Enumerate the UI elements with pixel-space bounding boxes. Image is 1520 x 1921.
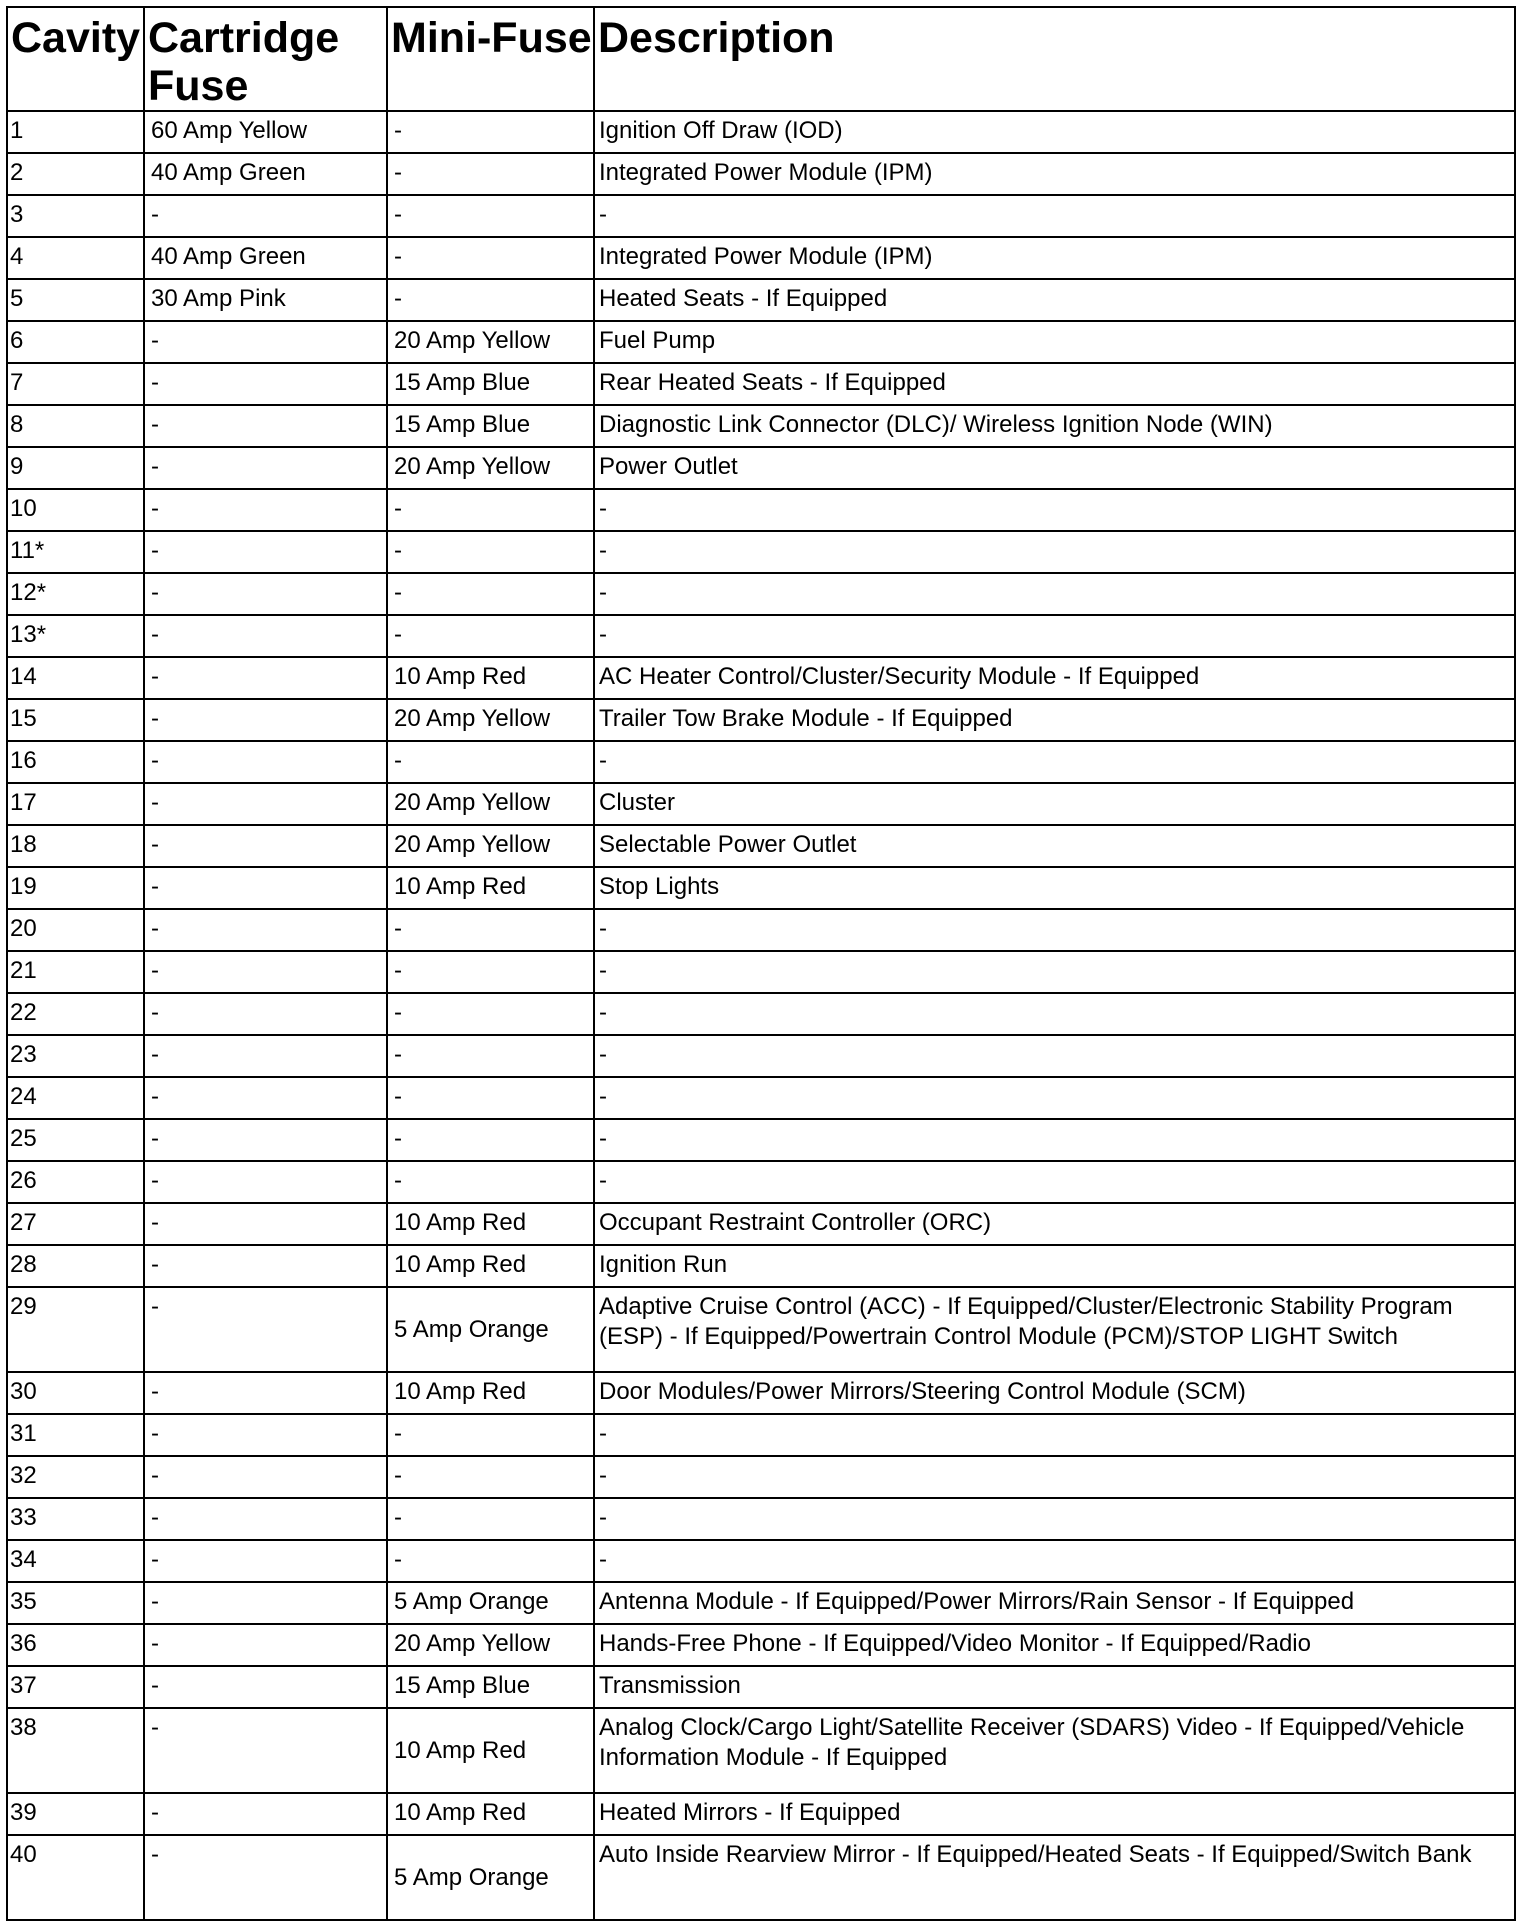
mini-fuse-cell: - bbox=[387, 1498, 594, 1540]
table-row bbox=[7, 1372, 1515, 1414]
header-mini-fuse: Mini-Fuse bbox=[387, 7, 594, 111]
description-cell: Integrated Power Module (IPM) bbox=[594, 237, 1515, 279]
cavity-cell: 22 bbox=[7, 993, 144, 1035]
table-row bbox=[7, 1035, 1515, 1077]
table-row bbox=[7, 111, 1515, 153]
mini-fuse-cell: - bbox=[387, 993, 594, 1035]
table-row bbox=[7, 195, 1515, 237]
cavity-cell: 19 bbox=[7, 867, 144, 909]
description-cell: - bbox=[594, 993, 1515, 1035]
cartridge-fuse-cell: - bbox=[144, 1793, 387, 1835]
table-row bbox=[7, 1245, 1515, 1287]
description-cell: Transmission bbox=[594, 1666, 1515, 1708]
mini-fuse-cell: 20 Amp Yellow bbox=[387, 699, 594, 741]
cartridge-fuse-cell: - bbox=[144, 1624, 387, 1666]
cavity-cell: 17 bbox=[7, 783, 144, 825]
cavity-cell: 24 bbox=[7, 1077, 144, 1119]
mini-fuse-cell: 10 Amp Red bbox=[387, 657, 594, 699]
cartridge-fuse-cell: - bbox=[144, 825, 387, 867]
cavity-cell: 18 bbox=[7, 825, 144, 867]
table-row bbox=[7, 615, 1515, 657]
cartridge-fuse-cell: 30 Amp Pink bbox=[144, 279, 387, 321]
table-row bbox=[7, 825, 1515, 867]
mini-fuse-cell: - bbox=[387, 1161, 594, 1203]
mini-fuse-cell: 15 Amp Blue bbox=[387, 1666, 594, 1708]
cavity-cell: 16 bbox=[7, 741, 144, 783]
table-row bbox=[7, 1414, 1515, 1456]
cartridge-fuse-cell: - bbox=[144, 1540, 387, 1582]
cavity-cell: 8 bbox=[7, 405, 144, 447]
header-description: Description bbox=[594, 7, 1515, 111]
cartridge-fuse-cell: - bbox=[144, 447, 387, 489]
header-cartridge-fuse: Cartridge Fuse bbox=[144, 7, 387, 111]
description-cell: AC Heater Control/Cluster/Security Module - If Equipped bbox=[594, 657, 1515, 699]
description-cell: - bbox=[594, 909, 1515, 951]
description-cell: - bbox=[594, 615, 1515, 657]
cartridge-fuse-cell: - bbox=[144, 1203, 387, 1245]
table-row bbox=[7, 237, 1515, 279]
description-cell: - bbox=[594, 573, 1515, 615]
cavity-cell: 6 bbox=[7, 321, 144, 363]
table-row bbox=[7, 1582, 1515, 1624]
mini-fuse-cell: - bbox=[387, 573, 594, 615]
description-cell: Analog Clock/Cargo Light/Satellite Receiver (SDARS) Video - If Equipped/Vehicle Information Module - If Equipped bbox=[594, 1708, 1515, 1793]
header-row bbox=[7, 7, 1515, 111]
cartridge-fuse-cell: - bbox=[144, 657, 387, 699]
table-row bbox=[7, 447, 1515, 489]
table-row bbox=[7, 699, 1515, 741]
description-cell: Integrated Power Module (IPM) bbox=[594, 153, 1515, 195]
mini-fuse-cell: - bbox=[387, 195, 594, 237]
cartridge-fuse-cell: - bbox=[144, 363, 387, 405]
cavity-cell: 35 bbox=[7, 1582, 144, 1624]
mini-fuse-cell: 10 Amp Red bbox=[387, 1793, 594, 1835]
cavity-cell: 10 bbox=[7, 489, 144, 531]
cavity-cell: 33 bbox=[7, 1498, 144, 1540]
cartridge-fuse-cell: - bbox=[144, 1287, 387, 1372]
description-cell: - bbox=[594, 1119, 1515, 1161]
mini-fuse-cell: 20 Amp Yellow bbox=[387, 783, 594, 825]
cartridge-fuse-cell: 60 Amp Yellow bbox=[144, 111, 387, 153]
table-row bbox=[7, 573, 1515, 615]
description-cell: Ignition Off Draw (IOD) bbox=[594, 111, 1515, 153]
fuse-table-body bbox=[7, 111, 1515, 1920]
description-cell: Power Outlet bbox=[594, 447, 1515, 489]
cartridge-fuse-cell: - bbox=[144, 1708, 387, 1793]
cavity-cell: 39 bbox=[7, 1793, 144, 1835]
mini-fuse-cell: 10 Amp Red bbox=[387, 1372, 594, 1414]
description-cell: - bbox=[594, 1414, 1515, 1456]
cartridge-fuse-cell: - bbox=[144, 699, 387, 741]
description-cell: - bbox=[594, 1498, 1515, 1540]
mini-fuse-cell: - bbox=[387, 111, 594, 153]
description-cell: - bbox=[594, 1456, 1515, 1498]
cartridge-fuse-cell: - bbox=[144, 951, 387, 993]
description-cell: Diagnostic Link Connector (DLC)/ Wireless Ignition Node (WIN) bbox=[594, 405, 1515, 447]
cartridge-fuse-cell: - bbox=[144, 1035, 387, 1077]
description-cell: - bbox=[594, 195, 1515, 237]
cavity-cell: 34 bbox=[7, 1540, 144, 1582]
mini-fuse-cell: - bbox=[387, 1077, 594, 1119]
table-row bbox=[7, 909, 1515, 951]
cartridge-fuse-cell: 40 Amp Green bbox=[144, 153, 387, 195]
description-cell: Stop Lights bbox=[594, 867, 1515, 909]
mini-fuse-cell: 10 Amp Red bbox=[387, 1708, 594, 1793]
cavity-cell: 32 bbox=[7, 1456, 144, 1498]
cavity-cell: 30 bbox=[7, 1372, 144, 1414]
table-row bbox=[7, 741, 1515, 783]
mini-fuse-cell: - bbox=[387, 1540, 594, 1582]
mini-fuse-cell: 10 Amp Red bbox=[387, 1203, 594, 1245]
cartridge-fuse-cell: - bbox=[144, 1161, 387, 1203]
cavity-cell: 29 bbox=[7, 1287, 144, 1372]
table-row bbox=[7, 993, 1515, 1035]
description-cell: Occupant Restraint Controller (ORC) bbox=[594, 1203, 1515, 1245]
mini-fuse-cell: - bbox=[387, 951, 594, 993]
table-row bbox=[7, 1287, 1515, 1372]
description-cell: Selectable Power Outlet bbox=[594, 825, 1515, 867]
table-row bbox=[7, 657, 1515, 699]
cartridge-fuse-cell: 40 Amp Green bbox=[144, 237, 387, 279]
cavity-cell: 9 bbox=[7, 447, 144, 489]
cartridge-fuse-cell: - bbox=[144, 783, 387, 825]
cavity-cell: 2 bbox=[7, 153, 144, 195]
table-row bbox=[7, 1708, 1515, 1793]
mini-fuse-cell: 15 Amp Blue bbox=[387, 405, 594, 447]
cavity-cell: 37 bbox=[7, 1666, 144, 1708]
description-cell: - bbox=[594, 531, 1515, 573]
cavity-cell: 4 bbox=[7, 237, 144, 279]
cartridge-fuse-cell: - bbox=[144, 321, 387, 363]
description-cell: Ignition Run bbox=[594, 1245, 1515, 1287]
cartridge-fuse-cell: - bbox=[144, 195, 387, 237]
description-cell: - bbox=[594, 741, 1515, 783]
mini-fuse-cell: - bbox=[387, 909, 594, 951]
cavity-cell: 36 bbox=[7, 1624, 144, 1666]
description-cell: Door Modules/Power Mirrors/Steering Control Module (SCM) bbox=[594, 1372, 1515, 1414]
table-row bbox=[7, 1498, 1515, 1540]
cavity-cell: 28 bbox=[7, 1245, 144, 1287]
mini-fuse-cell: - bbox=[387, 741, 594, 783]
cartridge-fuse-cell: - bbox=[144, 615, 387, 657]
description-cell: - bbox=[594, 1035, 1515, 1077]
cavity-cell: 13* bbox=[7, 615, 144, 657]
cartridge-fuse-cell: - bbox=[144, 405, 387, 447]
cavity-cell: 31 bbox=[7, 1414, 144, 1456]
table-row bbox=[7, 951, 1515, 993]
description-cell: Adaptive Cruise Control (ACC) - If Equipped/Cluster/Electronic Stability Program (ESP) - If Equipped/Powertrain Control Module (PCM)/STOP LIGHT Switch bbox=[594, 1287, 1515, 1372]
description-cell: Heated Mirrors - If Equipped bbox=[594, 1793, 1515, 1835]
mini-fuse-cell: - bbox=[387, 1119, 594, 1161]
description-cell: Antenna Module - If Equipped/Power Mirrors/Rain Sensor - If Equipped bbox=[594, 1582, 1515, 1624]
cartridge-fuse-cell: - bbox=[144, 1414, 387, 1456]
description-cell: Hands-Free Phone - If Equipped/Video Monitor - If Equipped/Radio bbox=[594, 1624, 1515, 1666]
mini-fuse-cell: - bbox=[387, 1035, 594, 1077]
table-row bbox=[7, 1119, 1515, 1161]
mini-fuse-cell: - bbox=[387, 237, 594, 279]
cartridge-fuse-cell: - bbox=[144, 1835, 387, 1920]
description-cell: - bbox=[594, 1161, 1515, 1203]
table-row bbox=[7, 1624, 1515, 1666]
cartridge-fuse-cell: - bbox=[144, 1077, 387, 1119]
table-row bbox=[7, 783, 1515, 825]
cartridge-fuse-cell: - bbox=[144, 531, 387, 573]
cavity-cell: 5 bbox=[7, 279, 144, 321]
mini-fuse-cell: - bbox=[387, 531, 594, 573]
table-row bbox=[7, 867, 1515, 909]
cartridge-fuse-cell: - bbox=[144, 1372, 387, 1414]
cavity-cell: 40 bbox=[7, 1835, 144, 1920]
table-row bbox=[7, 489, 1515, 531]
mini-fuse-cell: - bbox=[387, 279, 594, 321]
mini-fuse-cell: 5 Amp Orange bbox=[387, 1835, 594, 1920]
cavity-cell: 21 bbox=[7, 951, 144, 993]
mini-fuse-cell: - bbox=[387, 153, 594, 195]
table-row bbox=[7, 1835, 1515, 1920]
table-row bbox=[7, 405, 1515, 447]
cartridge-fuse-cell: - bbox=[144, 909, 387, 951]
table-row bbox=[7, 1540, 1515, 1582]
description-cell: Heated Seats - If Equipped bbox=[594, 279, 1515, 321]
mini-fuse-cell: 20 Amp Yellow bbox=[387, 1624, 594, 1666]
cavity-cell: 26 bbox=[7, 1161, 144, 1203]
cavity-cell: 25 bbox=[7, 1119, 144, 1161]
table-row bbox=[7, 1793, 1515, 1835]
description-cell: - bbox=[594, 951, 1515, 993]
mini-fuse-cell: - bbox=[387, 489, 594, 531]
mini-fuse-cell: 20 Amp Yellow bbox=[387, 321, 594, 363]
cartridge-fuse-cell: - bbox=[144, 741, 387, 783]
description-cell: Auto Inside Rearview Mirror - If Equipped/Heated Seats - If Equipped/Switch Bank bbox=[594, 1835, 1515, 1920]
mini-fuse-cell: 10 Amp Red bbox=[387, 1245, 594, 1287]
table-row bbox=[7, 1456, 1515, 1498]
cartridge-fuse-cell: - bbox=[144, 1666, 387, 1708]
fuse-table bbox=[6, 6, 1516, 1921]
table-row bbox=[7, 153, 1515, 195]
mini-fuse-cell: 20 Amp Yellow bbox=[387, 447, 594, 489]
cartridge-fuse-cell: - bbox=[144, 1245, 387, 1287]
table-row bbox=[7, 321, 1515, 363]
mini-fuse-cell: - bbox=[387, 1414, 594, 1456]
table-row bbox=[7, 279, 1515, 321]
cavity-cell: 27 bbox=[7, 1203, 144, 1245]
cartridge-fuse-cell: - bbox=[144, 1119, 387, 1161]
mini-fuse-cell: - bbox=[387, 1456, 594, 1498]
cavity-cell: 3 bbox=[7, 195, 144, 237]
cavity-cell: 11* bbox=[7, 531, 144, 573]
table-row bbox=[7, 1666, 1515, 1708]
mini-fuse-cell: - bbox=[387, 615, 594, 657]
description-cell: Fuel Pump bbox=[594, 321, 1515, 363]
mini-fuse-cell: 20 Amp Yellow bbox=[387, 825, 594, 867]
cavity-cell: 20 bbox=[7, 909, 144, 951]
description-cell: - bbox=[594, 489, 1515, 531]
cartridge-fuse-cell: - bbox=[144, 1456, 387, 1498]
description-cell: Trailer Tow Brake Module - If Equipped bbox=[594, 699, 1515, 741]
cartridge-fuse-cell: - bbox=[144, 489, 387, 531]
cavity-cell: 23 bbox=[7, 1035, 144, 1077]
cavity-cell: 15 bbox=[7, 699, 144, 741]
mini-fuse-cell: 5 Amp Orange bbox=[387, 1287, 594, 1372]
cartridge-fuse-cell: - bbox=[144, 1498, 387, 1540]
cavity-cell: 14 bbox=[7, 657, 144, 699]
mini-fuse-cell: 10 Amp Red bbox=[387, 867, 594, 909]
cartridge-fuse-cell: - bbox=[144, 867, 387, 909]
mini-fuse-cell: 5 Amp Orange bbox=[387, 1582, 594, 1624]
table-row bbox=[7, 531, 1515, 573]
mini-fuse-cell: 15 Amp Blue bbox=[387, 363, 594, 405]
header-cavity: Cavity bbox=[7, 7, 144, 111]
description-cell: - bbox=[594, 1540, 1515, 1582]
cartridge-fuse-cell: - bbox=[144, 573, 387, 615]
table-row bbox=[7, 363, 1515, 405]
table-row bbox=[7, 1161, 1515, 1203]
description-cell: - bbox=[594, 1077, 1515, 1119]
cartridge-fuse-cell: - bbox=[144, 1582, 387, 1624]
description-cell: Cluster bbox=[594, 783, 1515, 825]
cartridge-fuse-cell: - bbox=[144, 993, 387, 1035]
table-row bbox=[7, 1203, 1515, 1245]
cavity-cell: 1 bbox=[7, 111, 144, 153]
cavity-cell: 12* bbox=[7, 573, 144, 615]
cavity-cell: 38 bbox=[7, 1708, 144, 1793]
cavity-cell: 7 bbox=[7, 363, 144, 405]
description-cell: Rear Heated Seats - If Equipped bbox=[594, 363, 1515, 405]
table-row bbox=[7, 1077, 1515, 1119]
